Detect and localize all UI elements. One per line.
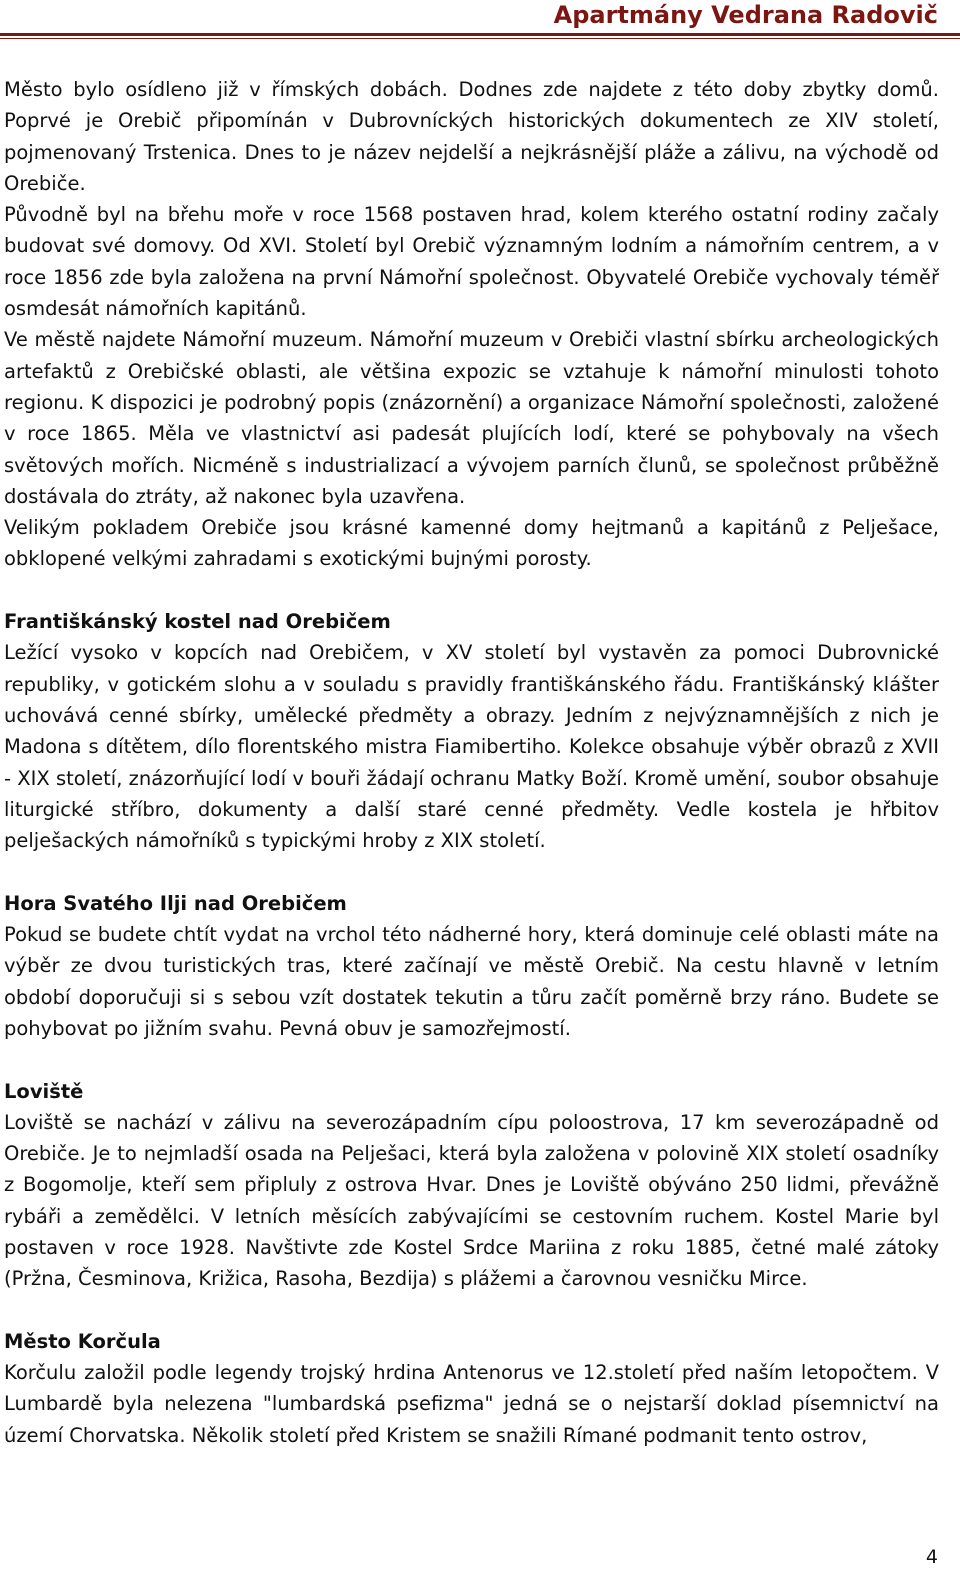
section-paragraph: Ležící vysoko v kopcích nad Orebičem, v XV století byl vystavěn za pomoci Dubrovnické republiky, v gotickém slohu a v souladu s pravidly františkánského řádu. Františkánský klášter uchovává cenné sbírky, umělecké předměty a obrazy. Jedním z nejvýznamnějších z nich je Madona s dítětem, dílo florentského mistra Fiamibertiho. Kolekce obsahuje výběr obrazů z XVII - XIX století, znázorňující lodí v bouři žádají ochranu Matky Boží. Kromě umění, soubor obsahuje liturgické stříbro, dokumenty a další staré cenné předměty. Vedle kostela je hřbitov pelješackých námořníků s typickými hroby z XIX století. [4,641,939,853]
section-heading: Loviště [4,1079,84,1103]
document-body [4,74,939,1451]
intro-paragraph: Velikým pokladem Orebiče jsou krásné kamenné domy hejtmanů a kapitánů z Pelješace, obklopené velkými zahradami s exotickými bujnými porosty. [4,516,939,571]
intro-paragraph: Město bylo osídleno již v římských dobách. Dodnes zde najdete z této doby zbytky domů. Poprvé je Orebič připomínán v Dubrovníckých historických dokumentech ze XIV století, pojmenovaný Trstenica. Dnes to je název nejdelší a nejkrásnější pláže a zálivu, na východě od Orebiče. [4,78,939,195]
page-number: 4 [925,1546,938,1568]
header-title: Apartmány Vedrana Radovič [553,1,938,29]
section-paragraph: Loviště se nachází v zálivu na severozápadním cípu poloostrova, 17 km severozápadně od Orebiče. Je to nejmladší osada na Pelješaci, která byla založena v polovině XIX století osadníky z Bogomolje, kteří sem připluly z ostrova Hvar. Dnes je Loviště obýváno 250 lidmi, převážně rybáři a zemědělci. V letních měsících zabývajícími se cestovním ruchem. Kostel Marie byl postaven v roce 1928. Navštivte zde Kostel Srdce Mariina z roku 1885, četné malé zátoky (Pržna, Česminova, Križica, Rasoha, Bezdija) s plážemi a čarovnou vesničku Mirce. [4,1110,939,1291]
section-paragraph: Pokud se budete chtít vydat na vrchol této nádherné hory, která dominuje celé oblasti máte na výběr ze dvou turistických tras, které začínají ve městě Orebič. Na cestu hlavně v letním období doporučuji si s sebou vzít dostatek tekutin a tůru začít poměrně brzy ráno. Budete se pohybovat po jižním svahu. Pevná obuv je samozřejmostí. [4,923,939,1040]
section-paragraph: Korčulu založil podle legendy trojský hrdina Antenorus ve 12.století před naším letopočtem. V Lumbardě byla nelezena "lumbardská psefizma" jedná se o nejstarší doklad písemnictví na území Chorvatska. Několik století před Kristem se snažili Rímané podmanit tento ostrov, [4,1361,939,1447]
header-divider [0,33,960,39]
intro-paragraph: Původně byl na břehu moře v roce 1568 postaven hrad, kolem kterého ostatní rodiny začaly budovat své domovy. Od XVI. Století byl Orebič významným lodním a námořním centrem, a v roce 1856 zde byla založena na první Námořní společnost. Obyvatelé Orebiče vychovaly téměř osmdesát námořních kapitánů. [4,203,939,321]
intro-paragraph: Ve městě najdete Námořní muzeum. Námořní muzeum v Orebiči vlastní sbírku archeologických artefaktů z Orebičské oblasti, ale většina expozic se vztahuje k námořní minulosti tohoto regionu. K dispozici je podrobný popis (znázornění) a organizace Námořní společnosti, založené v roce 1865. Měla ve vlastnictví asi padesát plujících lodí, které se pohybovaly na všech světových mořích. Nicméně s industrializací a vývojem parních člunů, se společnost průběžně dostávala do ztráty, až nakonec byla uzavřena. [4,328,939,508]
section-heading: Hora Svatého Ilji nad Orebičem [4,891,347,915]
section-heading: Františkánský kostel nad Orebičem [4,610,391,634]
section-heading: Město Korčula [4,1329,161,1353]
